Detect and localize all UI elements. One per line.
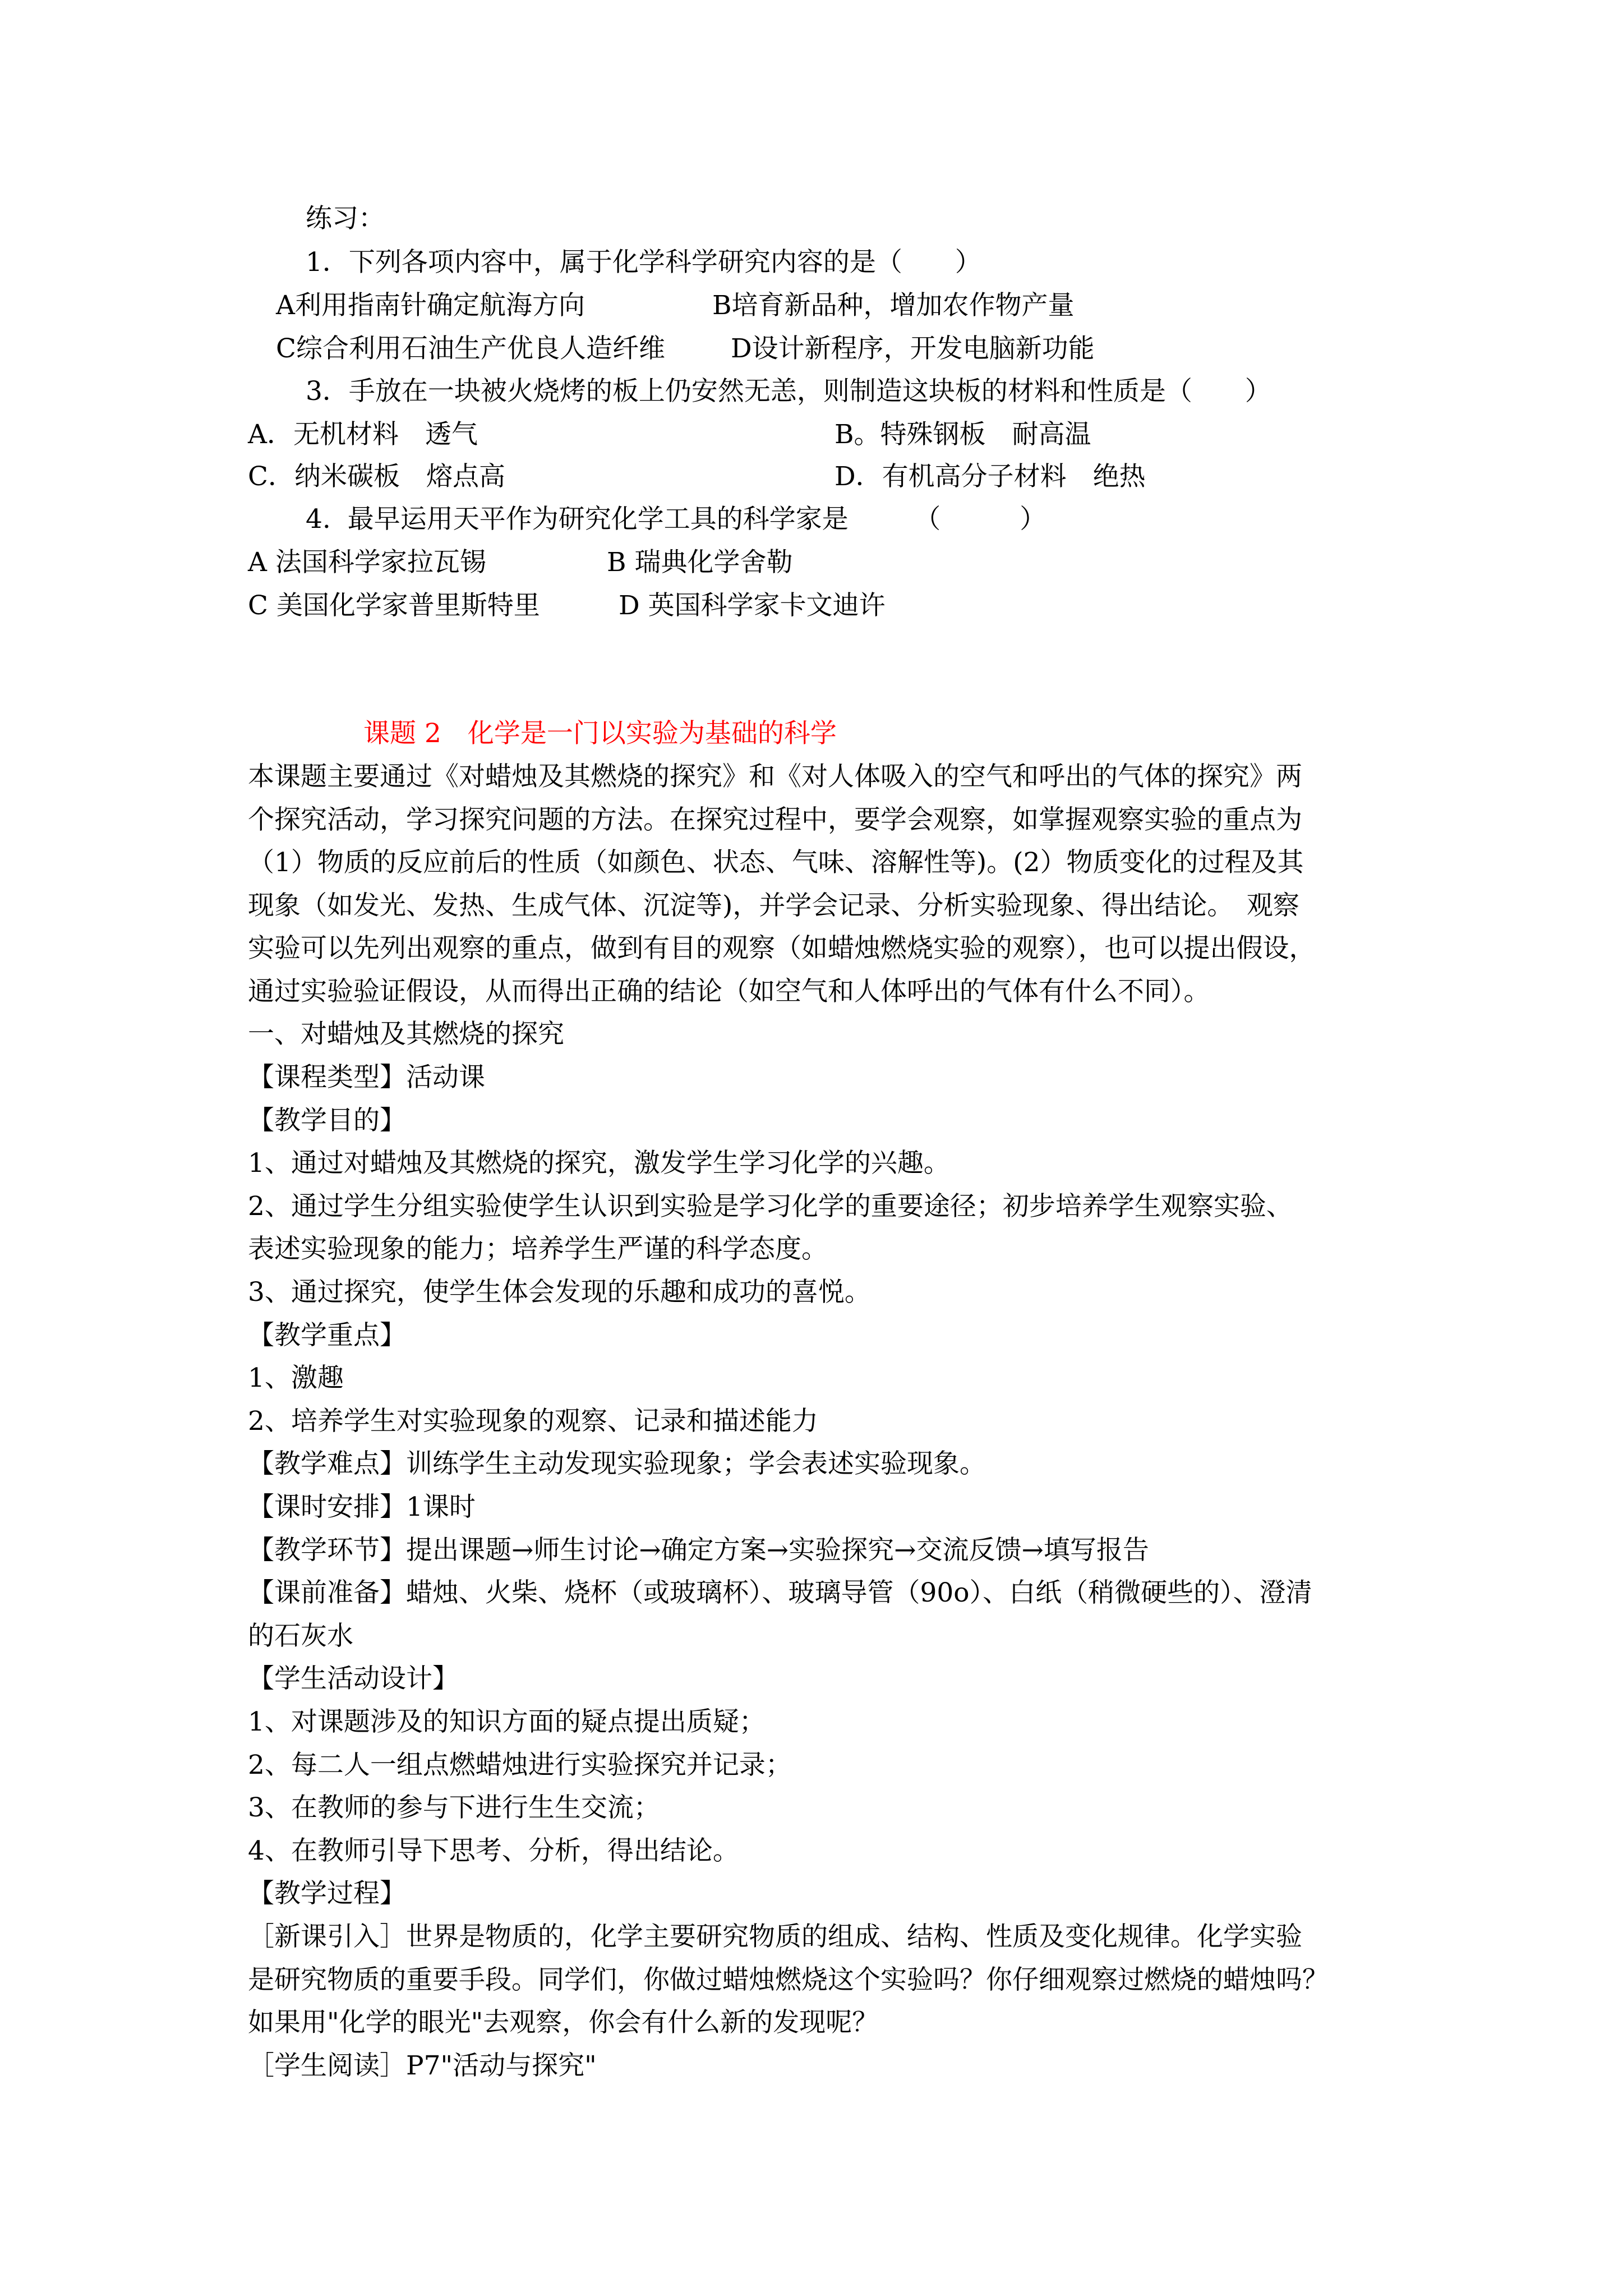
schedule: 【课时安排】1课时 — [248, 1492, 476, 1522]
goal-1: 1、通过对蜡烛及其燃烧的探究，激发学生学习化学的兴趣。 — [248, 1148, 950, 1179]
exercise-heading: 练习： — [306, 203, 385, 234]
intro-line-3: （1）物质的反应前后的性质（如颜色、状态、气味、溶解性等)。(2）物质变化的过程及其 — [248, 847, 1304, 878]
question-3-option-c: C．纳米碳板 熔点高 — [248, 461, 505, 492]
activity-1: 1、对课题涉及的知识方面的疑点提出质疑； — [248, 1706, 766, 1737]
intro-line-2: 个探究活动，学习探究问题的方法。在探究过程中，要学会观察，如掌握观察实验的重点为 — [248, 804, 1302, 835]
teaching-steps: 【教学环节】提出课题→师生讨论→确定方案→实验探究→交流反馈→填写报告 — [248, 1535, 1149, 1566]
question-1-option-b: B培育新品种，增加农作物产量 — [712, 290, 1075, 321]
prep-line-2: 的石灰水 — [248, 1621, 353, 1651]
process-heading: 【教学过程】 — [248, 1878, 406, 1909]
intro-line-5: 实验可以先列出观察的重点，做到有目的观察（如蜡烛燃烧实验的观察），也可以提出假设， — [248, 933, 1316, 964]
key-point-1: 1、激趣 — [248, 1363, 344, 1393]
activity-3: 3、在教师的参与下进行生生交流； — [248, 1792, 660, 1823]
activity-heading: 【学生活动设计】 — [248, 1663, 459, 1694]
key-point-2: 2、培养学生对实验现象的观察、记录和描述能力 — [248, 1406, 818, 1437]
intro-line-6: 通过实验验证假设，从而得出正确的结论（如空气和人体呼出的气体有什么不同）。 — [248, 976, 1210, 1007]
activity-2: 2、每二人一组点燃蜡烛进行实验探究并记录； — [248, 1750, 792, 1780]
difficulty: 【教学难点】训练学生主动发现实验现象；学会表述实验现象。 — [248, 1448, 986, 1479]
question-4-stem: 4. 最早运用天平作为研究化学工具的科学家是 （ ） — [306, 504, 1046, 535]
intro-line-4: 现象（如发光、发热、生成气体、沉淀等)，并学会记录、分析实验现象、得出结论。 观察 — [248, 890, 1299, 921]
lesson-title: 课题 2 化学是一门以实验为基础的科学 — [363, 718, 837, 749]
process-line-3: 如果用"化学的眼光"去观察，你会有什么新的发现呢？ — [248, 2007, 879, 2038]
goal-2-cont: 表述实验现象的能力；培养学生严谨的科学态度。 — [248, 1234, 828, 1264]
goal-3: 3、通过探究，使学生体会发现的乐趣和成功的喜悦。 — [248, 1277, 871, 1308]
section-heading: 一、对蜡烛及其燃烧的探究 — [248, 1019, 564, 1050]
question-1-stem: 1．下列各项内容中，属于化学科学研究内容的是（ ） — [306, 247, 981, 278]
question-3-option-a: A．无机材料 透气 — [248, 419, 478, 450]
process-line-2: 是研究物质的重要手段。同学们，你做过蜡烛燃烧这个实验吗？你仔细观察过燃烧的蜡烛吗？ — [248, 1964, 1329, 1995]
question-4-option-c: C 美国化学家普里斯特里 — [248, 590, 540, 621]
activity-4: 4、在教师引导下思考、分析，得出结论。 — [248, 1835, 739, 1866]
goals-heading: 【教学目的】 — [248, 1105, 406, 1136]
question-1-option-a: A利用指南针确定航海方向 — [276, 290, 585, 321]
question-4-option-d: D 英国科学家卡文迪许 — [619, 590, 886, 621]
process-line-4: ［学生阅读］P7"活动与探究" — [248, 2050, 597, 2081]
prep-line-1: 【课前准备】蜡烛、火柴、烧杯（或玻璃杯）、玻璃导管（90o）、白纸（稍微硬些的）、澄清 — [248, 1577, 1312, 1608]
question-3-option-d: D．有机高分子材料 绝热 — [834, 461, 1146, 492]
intro-line-1: 本课题主要通过《对蜡烛及其燃烧的探究》和《对人体吸入的空气和呼出的气体的探究》两 — [248, 761, 1302, 792]
question-3-stem: 3．手放在一块被火烧烤的板上仍安然无恙，则制造这块板的材料和性质是（ ） — [306, 376, 1271, 407]
course-type: 【课程类型】活动课 — [248, 1062, 485, 1093]
goal-2: 2、通过学生分组实验使学生认识到实验是学习化学的重要途径；初步培养学生观察实验、 — [248, 1191, 1293, 1222]
question-4-option-a: A 法国科学家拉瓦锡 — [248, 547, 486, 578]
key-heading: 【教学重点】 — [248, 1320, 406, 1351]
question-4-option-b: B 瑞典化学舍勒 — [607, 547, 793, 578]
question-1-option-d: D设计新程序，开发电脑新功能 — [731, 333, 1095, 364]
process-line-1: ［新课引入］世界是物质的，化学主要研究物质的组成、结构、性质及变化规律。化学实验 — [248, 1921, 1302, 1952]
question-3-option-b: B。特殊钢板 耐高温 — [834, 419, 1091, 450]
question-1-option-c: C综合利用石油生产优良人造纤维 — [276, 333, 665, 364]
